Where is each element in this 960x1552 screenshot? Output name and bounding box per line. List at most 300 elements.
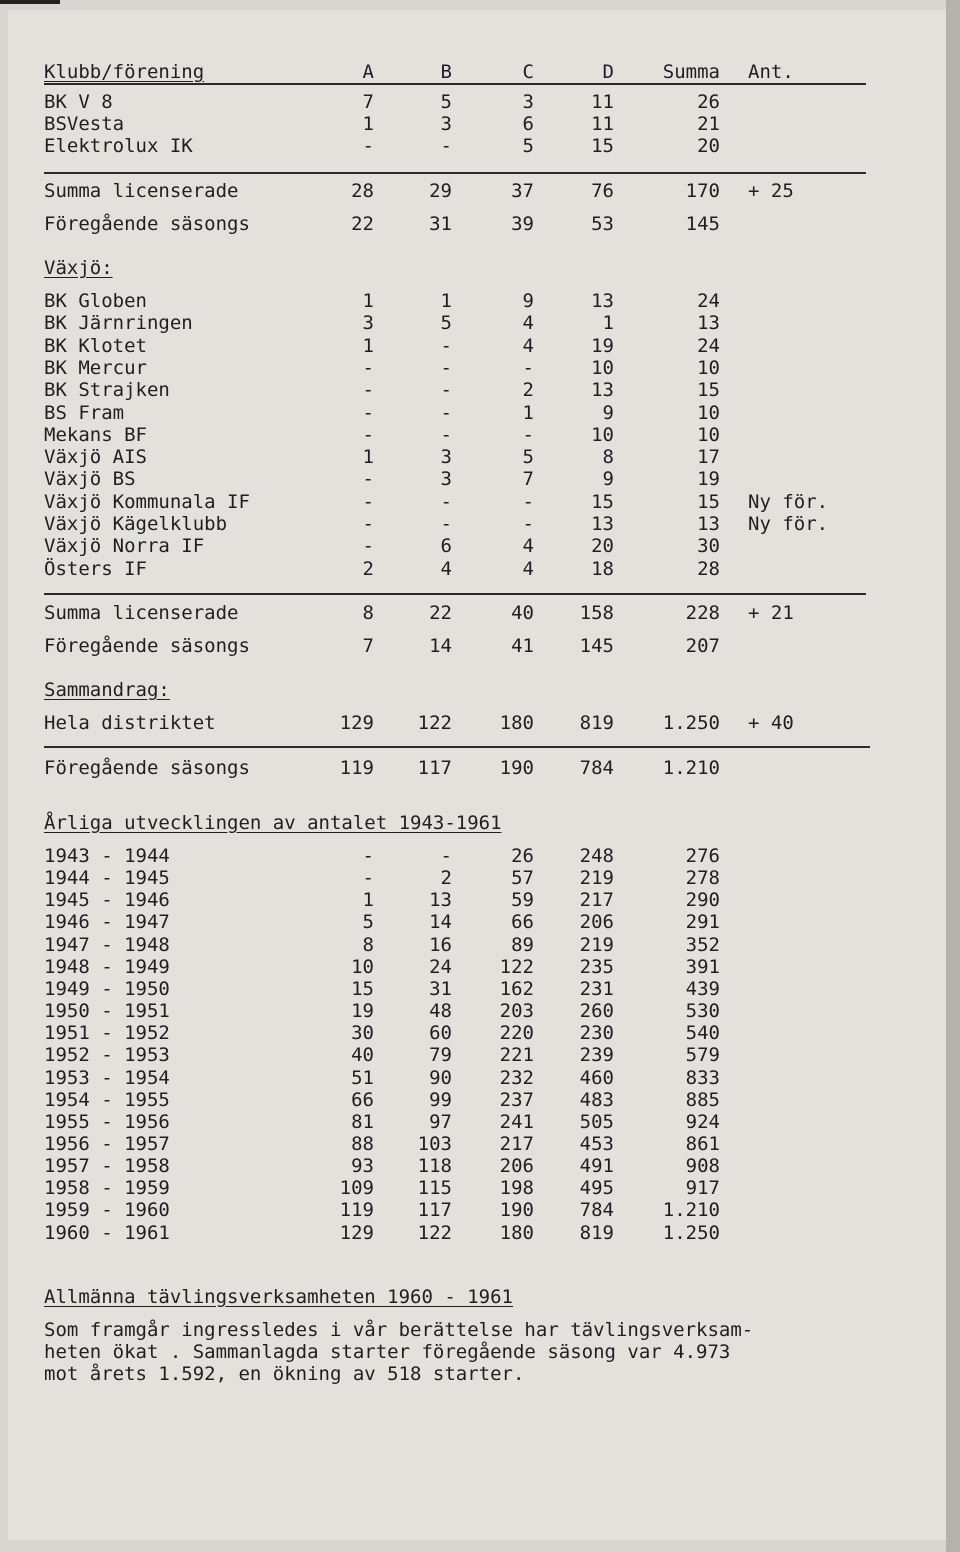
cell-b: 6 xyxy=(440,535,452,558)
cell-a: 1 xyxy=(362,446,374,469)
cell-a: 28 xyxy=(351,180,374,202)
cell-a: 2 xyxy=(362,557,374,580)
table-row xyxy=(0,468,960,490)
cell-c: 41 xyxy=(511,635,534,657)
cell-a: 22 xyxy=(351,213,374,235)
history-row xyxy=(0,867,960,889)
cell-sum: 17 xyxy=(697,446,720,469)
cell-ant: + 25 xyxy=(748,180,794,202)
cell-d: 10 xyxy=(591,356,614,379)
cell-sum: 833 xyxy=(685,1066,720,1089)
paragraph-line: heten ökat . Sammanlagda starter föregående säsong var 4.973 xyxy=(44,1341,731,1363)
cell-c: 221 xyxy=(499,1044,534,1067)
cell-sum: 540 xyxy=(685,1022,720,1045)
row-label: BK Klotet xyxy=(44,334,147,357)
history-row xyxy=(0,1089,960,1111)
cell-a: 1 xyxy=(362,334,374,357)
cell-d: 453 xyxy=(579,1132,614,1155)
header-rule xyxy=(44,83,866,85)
row-label: 1951 - 1952 xyxy=(44,1022,170,1045)
general-activity-heading-text: Allmänna tävlingsverksamheten 1960 - 1961 xyxy=(44,1286,513,1308)
cell-b: - xyxy=(440,356,452,379)
cell-c: 9 xyxy=(522,290,534,312)
cell-d: 11 xyxy=(591,91,614,113)
section-rule xyxy=(44,172,866,174)
vaxjo-heading-text: Växjö: xyxy=(44,257,113,279)
cell-c: 6 xyxy=(522,113,534,135)
row-label: Föregående säsongs xyxy=(44,213,250,235)
cell-sum: 291 xyxy=(685,911,720,934)
cell-d: 784 xyxy=(579,757,614,779)
cell-b: 115 xyxy=(417,1177,452,1200)
cell-c: 4 xyxy=(522,557,534,580)
cell-d: 248 xyxy=(579,845,614,867)
cell-c: 57 xyxy=(511,867,534,890)
cell-b: - xyxy=(440,845,452,867)
row-label: Växjö BS xyxy=(44,468,136,491)
history-row xyxy=(0,1044,960,1066)
paragraph-line: Som framgår ingressledes i vår berättelse har tävlingsverksam- xyxy=(44,1319,754,1341)
cell-c: 241 xyxy=(499,1110,534,1133)
cell-b: 22 xyxy=(429,602,452,624)
row-label: 1959 - 1960 xyxy=(44,1199,170,1222)
history-row xyxy=(0,1022,960,1044)
cell-b: 5 xyxy=(440,91,452,113)
row-label: Växjö Kommunala IF xyxy=(44,490,250,513)
history-row xyxy=(0,1155,960,1177)
cell-b: 79 xyxy=(429,1044,452,1067)
cell-d: 230 xyxy=(579,1022,614,1045)
cell-sum: 10 xyxy=(697,423,720,446)
cell-sum: 24 xyxy=(697,290,720,312)
cell-b: 118 xyxy=(417,1155,452,1178)
cell-b: 4 xyxy=(440,557,452,580)
cell-d: 491 xyxy=(579,1155,614,1178)
row-label: 1956 - 1957 xyxy=(44,1132,170,1155)
row-label: 1943 - 1944 xyxy=(44,845,170,867)
history-row xyxy=(0,956,960,978)
cell-a: 66 xyxy=(351,1088,374,1111)
cell-a: - xyxy=(362,867,374,890)
cell-b: 3 xyxy=(440,446,452,469)
table-header xyxy=(0,61,960,83)
cell-c: 237 xyxy=(499,1088,534,1111)
cell-b: 31 xyxy=(429,977,452,1000)
cell-c: 220 xyxy=(499,1022,534,1045)
cell-sum: 10 xyxy=(697,401,720,424)
cell-d: 13 xyxy=(591,513,614,535)
row-label: Mekans BF xyxy=(44,423,147,446)
cell-d: 219 xyxy=(579,933,614,956)
cell-d: 76 xyxy=(591,180,614,202)
cell-b: 5 xyxy=(440,312,452,335)
cell-a: 19 xyxy=(351,1000,374,1023)
page-edge-mark xyxy=(0,0,60,4)
cell-sum: 145 xyxy=(685,213,720,235)
cell-d: 13 xyxy=(591,290,614,312)
district-previous-row xyxy=(0,757,960,779)
cell-d: 1 xyxy=(602,312,614,335)
total-row xyxy=(0,180,960,202)
cell-sum: 21 xyxy=(697,113,720,135)
cell-a: 40 xyxy=(351,1044,374,1067)
table-row xyxy=(0,312,960,334)
cell-a: 7 xyxy=(362,91,374,113)
history-row xyxy=(0,1177,960,1199)
history-heading-text: Årliga utvecklingen av antalet 1943-1961 xyxy=(44,812,502,834)
row-label: Summa licenserade xyxy=(44,602,239,624)
cell-d: 53 xyxy=(591,213,614,235)
cell-b: 103 xyxy=(417,1132,452,1155)
cell-d: 18 xyxy=(591,557,614,580)
table-row xyxy=(0,91,960,113)
cell-a: 119 xyxy=(339,1199,374,1222)
row-label: Växjö AIS xyxy=(44,446,147,469)
summary-heading xyxy=(0,679,960,701)
header-sum: Summa xyxy=(662,61,720,83)
cell-sum: 439 xyxy=(685,977,720,1000)
table-row xyxy=(0,535,960,557)
cell-d: 9 xyxy=(602,401,614,424)
cell-b: 14 xyxy=(429,911,452,934)
cell-d: 460 xyxy=(579,1066,614,1089)
row-label: 1954 - 1955 xyxy=(44,1088,170,1111)
cell-sum: 530 xyxy=(685,1000,720,1023)
cell-c: 3 xyxy=(522,91,534,113)
cell-sum: 10 xyxy=(697,356,720,379)
cell-a: 93 xyxy=(351,1155,374,1178)
history-heading xyxy=(0,812,960,834)
cell-c: 203 xyxy=(499,1000,534,1023)
cell-a: - xyxy=(362,535,374,558)
row-label: Växjö Norra IF xyxy=(44,535,205,558)
cell-c: 59 xyxy=(511,889,534,912)
general-activity-heading xyxy=(0,1286,960,1308)
row-label: Föregående säsongs xyxy=(44,757,250,779)
previous-season-row xyxy=(0,213,960,235)
table-row xyxy=(0,290,960,312)
cell-d: 158 xyxy=(579,602,614,624)
cell-d: 235 xyxy=(579,955,614,978)
cell-a: 51 xyxy=(351,1066,374,1089)
header-ant: Ant. xyxy=(748,61,794,83)
history-row xyxy=(0,911,960,933)
table-row xyxy=(0,446,960,468)
table-row xyxy=(0,424,960,446)
cell-a: 8 xyxy=(362,602,374,624)
cell-b: 122 xyxy=(417,1221,452,1244)
cell-b: - xyxy=(440,379,452,402)
cell-a: 10 xyxy=(351,955,374,978)
history-row xyxy=(0,978,960,1000)
cell-sum: 20 xyxy=(697,135,720,157)
cell-c: 232 xyxy=(499,1066,534,1089)
history-row xyxy=(0,1133,960,1155)
row-label: 1949 - 1950 xyxy=(44,977,170,1000)
cell-c: 26 xyxy=(511,845,534,867)
cell-b: 3 xyxy=(440,113,452,135)
cell-sum: 1.210 xyxy=(662,757,720,779)
table-row xyxy=(0,335,960,357)
cell-d: 239 xyxy=(579,1044,614,1067)
cell-c: 40 xyxy=(511,602,534,624)
cell-c: 4 xyxy=(522,535,534,558)
cell-c: 37 xyxy=(511,180,534,202)
cell-a: 81 xyxy=(351,1110,374,1133)
cell-d: 505 xyxy=(579,1110,614,1133)
row-label: 1946 - 1947 xyxy=(44,911,170,934)
cell-d: 13 xyxy=(591,379,614,402)
cell-d: 483 xyxy=(579,1088,614,1111)
cell-a: 3 xyxy=(362,312,374,335)
cell-a: - xyxy=(362,356,374,379)
cell-b: 97 xyxy=(429,1110,452,1133)
cell-d: 9 xyxy=(602,468,614,491)
row-label: 1944 - 1945 xyxy=(44,867,170,890)
cell-b: - xyxy=(440,135,452,157)
row-label: BK Strajken xyxy=(44,379,170,402)
cell-a: 88 xyxy=(351,1132,374,1155)
cell-c: 190 xyxy=(499,1199,534,1222)
body-paragraph xyxy=(44,1319,884,1385)
cell-c: 198 xyxy=(499,1177,534,1200)
cell-ant: + 40 xyxy=(748,712,794,734)
cell-d: 217 xyxy=(579,889,614,912)
cell-d: 20 xyxy=(591,535,614,558)
row-label: Föregående säsongs xyxy=(44,635,250,657)
cell-d: 231 xyxy=(579,977,614,1000)
row-label: 1945 - 1946 xyxy=(44,889,170,912)
vaxjo-heading xyxy=(0,257,960,279)
cell-c: 180 xyxy=(499,1221,534,1244)
cell-a: - xyxy=(362,423,374,446)
cell-c: 66 xyxy=(511,911,534,934)
cell-c: 122 xyxy=(499,955,534,978)
cell-sum: 228 xyxy=(685,602,720,624)
history-row xyxy=(0,1067,960,1089)
cell-c: 180 xyxy=(499,712,534,734)
cell-b: 2 xyxy=(440,867,452,890)
cell-sum: 207 xyxy=(685,635,720,657)
cell-b: 14 xyxy=(429,635,452,657)
cell-c: - xyxy=(522,356,534,379)
cell-a: 1 xyxy=(362,889,374,912)
cell-c: 1 xyxy=(522,401,534,424)
district-total-row xyxy=(0,712,960,734)
cell-d: 19 xyxy=(591,334,614,357)
cell-a: - xyxy=(362,379,374,402)
cell-b: 31 xyxy=(429,213,452,235)
cell-a: - xyxy=(362,845,374,867)
row-label: 1948 - 1949 xyxy=(44,955,170,978)
cell-d: 819 xyxy=(579,1221,614,1244)
row-label: BSVesta xyxy=(44,113,125,135)
cell-sum: 278 xyxy=(685,867,720,890)
row-label: BK V 8 xyxy=(44,91,113,113)
row-label: 1957 - 1958 xyxy=(44,1155,170,1178)
cell-sum: 885 xyxy=(685,1088,720,1111)
table-row xyxy=(0,113,960,135)
table-row xyxy=(0,357,960,379)
cell-sum: 924 xyxy=(685,1110,720,1133)
row-label: BK Mercur xyxy=(44,356,147,379)
cell-sum: 290 xyxy=(685,889,720,912)
cell-sum: 26 xyxy=(697,91,720,113)
table-row xyxy=(0,558,960,580)
cell-b: - xyxy=(440,423,452,446)
cell-a: 1 xyxy=(362,290,374,312)
cell-c: 4 xyxy=(522,334,534,357)
cell-sum: 1.250 xyxy=(662,1221,720,1244)
total-row xyxy=(0,602,960,624)
row-label: Summa licenserade xyxy=(44,180,239,202)
cell-a: 109 xyxy=(339,1177,374,1200)
summary-rule xyxy=(44,746,870,748)
paragraph-line: mot årets 1.592, en ökning av 518 starter. xyxy=(44,1363,525,1385)
table-row xyxy=(0,491,960,513)
cell-c: 162 xyxy=(499,977,534,1000)
cell-a: - xyxy=(362,513,374,535)
table-row xyxy=(0,402,960,424)
cell-a: 30 xyxy=(351,1022,374,1045)
cell-c: 89 xyxy=(511,933,534,956)
cell-d: 15 xyxy=(591,490,614,513)
cell-sum: 579 xyxy=(685,1044,720,1067)
cell-sum: 30 xyxy=(697,535,720,558)
history-row xyxy=(0,1222,960,1244)
row-label: BK Järnringen xyxy=(44,312,193,335)
cell-b: 117 xyxy=(417,757,452,779)
cell-c: 7 xyxy=(522,468,534,491)
cell-sum: 170 xyxy=(685,180,720,202)
header-club: Klubb/förening xyxy=(44,61,205,83)
cell-sum: 28 xyxy=(697,557,720,580)
cell-sum: 391 xyxy=(685,955,720,978)
cell-sum: 13 xyxy=(697,312,720,335)
cell-d: 260 xyxy=(579,1000,614,1023)
cell-b: 122 xyxy=(417,712,452,734)
cell-sum: 352 xyxy=(685,933,720,956)
cell-ant: + 21 xyxy=(748,602,794,624)
cell-c: 2 xyxy=(522,379,534,402)
cell-c: 206 xyxy=(499,1155,534,1178)
cell-b: 117 xyxy=(417,1199,452,1222)
row-label: Östers IF xyxy=(44,557,147,580)
row-label: Hela distriktet xyxy=(44,712,216,734)
row-label: Växjö Kägelklubb xyxy=(44,513,228,535)
table-row xyxy=(0,135,960,157)
previous-season-row xyxy=(0,635,960,657)
cell-sum: 15 xyxy=(697,379,720,402)
history-row xyxy=(0,1111,960,1133)
cell-a: 7 xyxy=(362,635,374,657)
cell-a: 5 xyxy=(362,911,374,934)
cell-ant: Ny för. xyxy=(748,513,829,535)
cell-sum: 24 xyxy=(697,334,720,357)
cell-sum: 13 xyxy=(697,513,720,535)
cell-a: 1 xyxy=(362,113,374,135)
cell-b: 90 xyxy=(429,1066,452,1089)
cell-c: 190 xyxy=(499,757,534,779)
row-label: BK Globen xyxy=(44,290,147,312)
cell-a: - xyxy=(362,401,374,424)
cell-b: 60 xyxy=(429,1022,452,1045)
cell-d: 10 xyxy=(591,423,614,446)
history-row xyxy=(0,845,960,867)
cell-c: - xyxy=(522,513,534,535)
header-d: D xyxy=(602,61,614,83)
history-row xyxy=(0,934,960,956)
cell-d: 206 xyxy=(579,911,614,934)
cell-c: 217 xyxy=(499,1132,534,1155)
cell-a: - xyxy=(362,468,374,491)
cell-b: 29 xyxy=(429,180,452,202)
header-a: A xyxy=(362,61,374,83)
table-row xyxy=(0,379,960,401)
summary-heading-text: Sammandrag: xyxy=(44,679,170,701)
cell-c: 5 xyxy=(522,135,534,157)
cell-d: 219 xyxy=(579,867,614,890)
cell-sum: 276 xyxy=(685,845,720,867)
row-label: 1953 - 1954 xyxy=(44,1066,170,1089)
cell-sum: 908 xyxy=(685,1155,720,1178)
history-row xyxy=(0,1000,960,1022)
cell-b: 3 xyxy=(440,468,452,491)
cell-sum: 1.250 xyxy=(662,712,720,734)
cell-sum: 917 xyxy=(685,1177,720,1200)
cell-a: - xyxy=(362,490,374,513)
table-row xyxy=(0,513,960,535)
cell-a: 8 xyxy=(362,933,374,956)
cell-a: 119 xyxy=(339,757,374,779)
cell-a: - xyxy=(362,135,374,157)
cell-c: 4 xyxy=(522,312,534,335)
cell-b: 99 xyxy=(429,1088,452,1111)
cell-c: 5 xyxy=(522,446,534,469)
cell-d: 8 xyxy=(602,446,614,469)
cell-d: 495 xyxy=(579,1177,614,1200)
cell-ant: Ny för. xyxy=(748,490,829,513)
cell-c: - xyxy=(522,490,534,513)
cell-b: 13 xyxy=(429,889,452,912)
header-c: C xyxy=(522,61,534,83)
cell-sum: 1.210 xyxy=(662,1199,720,1222)
cell-b: - xyxy=(440,401,452,424)
row-label: 1947 - 1948 xyxy=(44,933,170,956)
cell-b: 16 xyxy=(429,933,452,956)
row-label: 1952 - 1953 xyxy=(44,1044,170,1067)
cell-c: - xyxy=(522,423,534,446)
cell-sum: 861 xyxy=(685,1132,720,1155)
section-rule xyxy=(44,593,866,595)
cell-b: - xyxy=(440,334,452,357)
cell-b: 48 xyxy=(429,1000,452,1023)
row-label: BS Fram xyxy=(44,401,125,424)
cell-d: 11 xyxy=(591,113,614,135)
cell-b: - xyxy=(440,513,452,535)
cell-d: 784 xyxy=(579,1199,614,1222)
cell-d: 145 xyxy=(579,635,614,657)
cell-b: 1 xyxy=(440,290,452,312)
header-b: B xyxy=(440,61,452,83)
history-row xyxy=(0,1199,960,1221)
cell-d: 819 xyxy=(579,712,614,734)
cell-d: 15 xyxy=(591,135,614,157)
row-label: Elektrolux IK xyxy=(44,135,193,157)
history-row xyxy=(0,889,960,911)
cell-c: 39 xyxy=(511,213,534,235)
cell-sum: 19 xyxy=(697,468,720,491)
